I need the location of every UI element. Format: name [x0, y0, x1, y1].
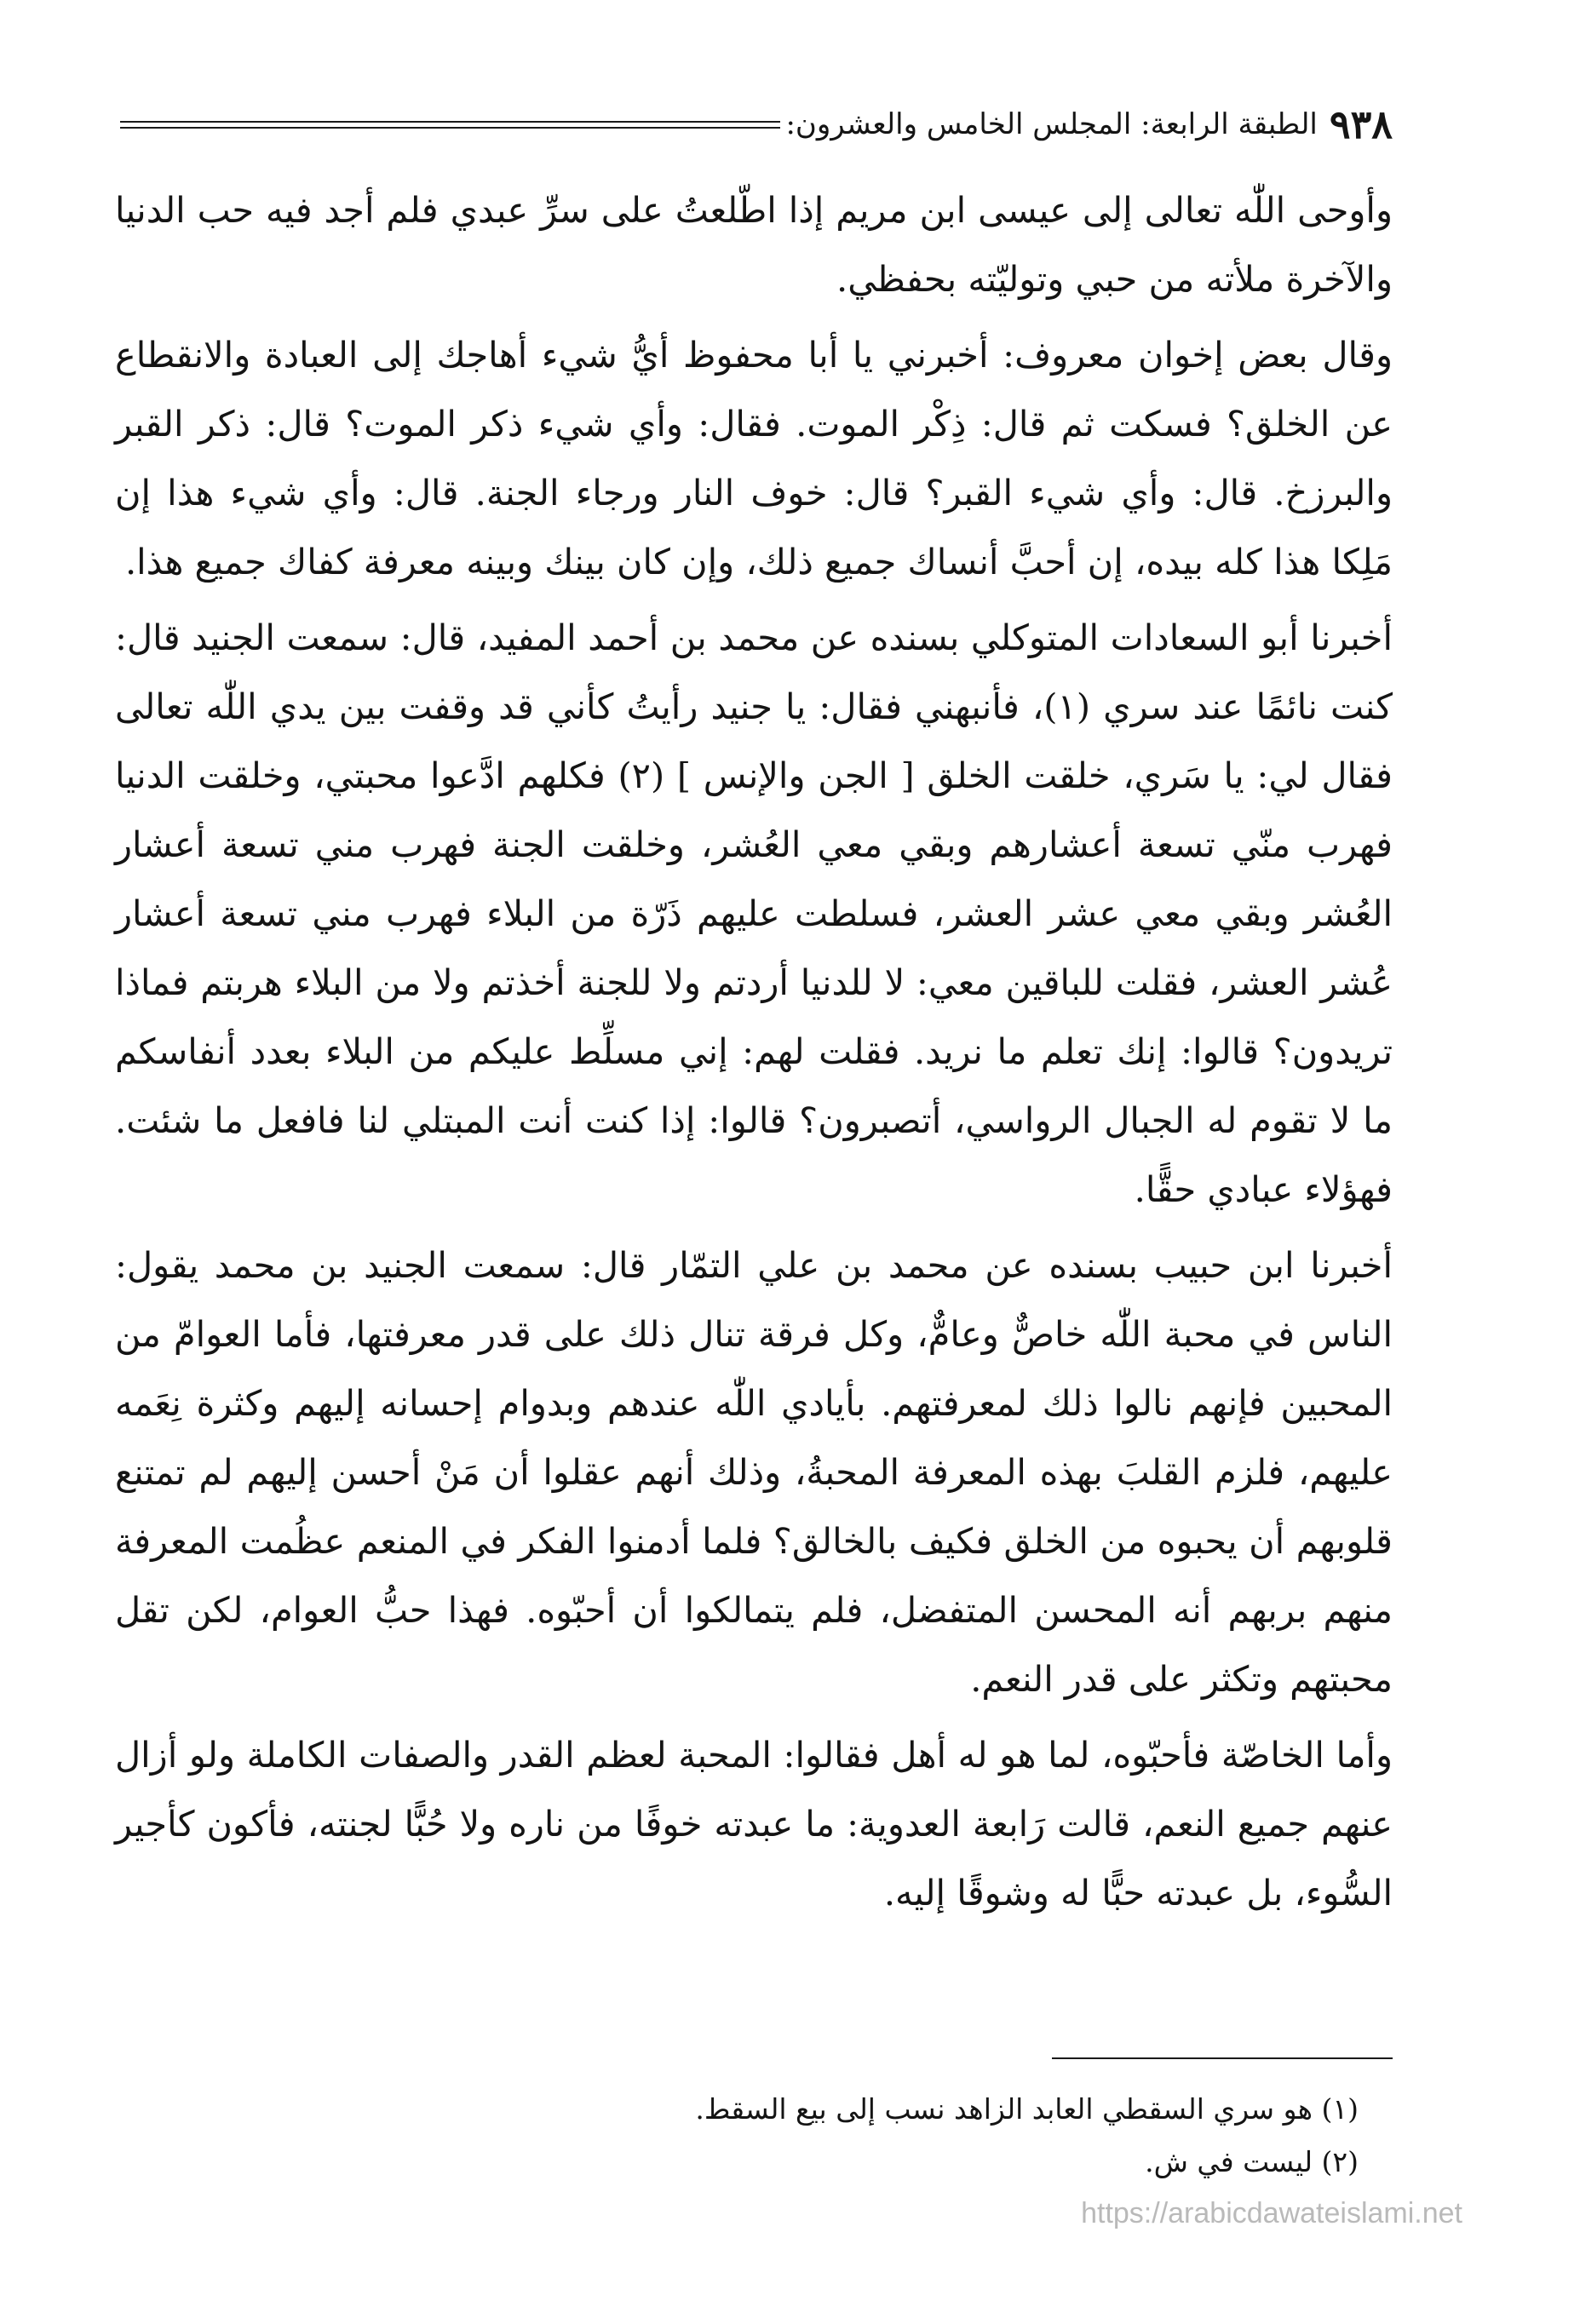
body-text — [115, 175, 1393, 1934]
watermark-url: https://arabicdawateislami.net — [1081, 2197, 1462, 2229]
paragraph: أخبرنا أبو السعادات المتوكلي بسنده عن محمد بن أحمد المفيد، قال: سمعت الجنيد قال: كنت نائمًا عند سري (١)، فأنبهني فقال: يا جنيد رأيتُ كأني قد وقفت بين يدي اللّٰه تعالى فقال لي: يا سَري، خلقت الخلق [ الجن والإنس ] (٢) فكلهم ادَّعوا محبتي، وخلقت الدنيا فهرب منّي تسعة أعشارهم وبقي معي العُشر، وخلقت الجنة فهرب مني تسعة أعشار العُشر وبقي معي عشر العشر، فسلطت عليهم ذَرّة من البلاء فهرب مني تسعة أعشار عُشر العشر، فقلت للباقين معي: لا للدنيا أردتم ولا للجنة أخذتم ولا من البلاء هربتم فماذا تريدون؟ قالوا: إنك تعلم ما نريد. فقلت لهم: إني مسلِّط عليكم من البلاء بعدد أنفاسكم ما لا تقوم له الجبال الرواسي، أتصبرون؟ قالوا: إذا كنت أنت المبتلي لنا فافعل ما شئت. فهؤلاء عبادي حقًّا. — [115, 617, 1393, 1210]
header-rule — [120, 121, 780, 129]
paragraph: أخبرنا ابن حبيب بسنده عن محمد بن علي التمّار قال: سمعت الجنيد بن محمد يقول: الناس في محبة اللّٰه خاصٌّ وعامٌّ، وكل فرقة تنال ذلك على قدر معرفتها، فأما العوامّ من المحبين فإنهم نالوا ذلك لمعرفتهم. بأيادي اللّٰه عندهم وبدوام إحسانه إليهم وكثرة نِعَمه عليهم، فلزم القلبَ بهذه المعرفة المحبةُ، وذلك أنهم عقلوا أن مَنْ أحسن إليهم لم تمتنع قلوبهم أن يحبوه من الخلق فكيف بالخالق؟ فلما أدمنوا الفكر في المنعم عظُمت المعرفة منهم بربهم أنه المحسن المتفضل، فلم يتمالكوا أن أحبّوه. فهذا حبُّ العوام، لكن تقل محبتهم وتكثر على قدر النعم. — [115, 1244, 1393, 1700]
page-header — [115, 100, 1393, 148]
running-title: الطبقة الرابعة: المجلس الخامس والعشرون: — [785, 107, 1318, 141]
footnote-separator — [1052, 2057, 1393, 2059]
paragraph: وأما الخاصّة فأحبّوه، لما هو له أهل فقالوا: المحبة لعظم القدر والصفات الكاملة ولو أزال عنهم جميع النعم، قالت رَابعة العدوية: ما عبدته خوفًا من ناره ولا حُبًّا لجنته، فأكون كأجير السُّوء، بل عبدته حبًّا له وشوقًا إليه. — [115, 1734, 1393, 1914]
page-number: ٩٣٨ — [1329, 101, 1393, 147]
footnote: (١) هو سري السقطي العابد الزاهد نسب إلى بيع السقط. — [695, 2092, 1359, 2126]
footnotes — [115, 2083, 1359, 2189]
footnote: (٢) ليست في ش. — [1145, 2145, 1359, 2178]
paragraph: وقال بعض إخوان معروف: أخبرني يا أبا محفوظ أيُّ شيء أهاجك إلى العبادة والانقطاع عن الخلق؟ فسكت ثم قال: ذِكْر الموت. فقال: وأي شيء ذكر الموت؟ قال: ذكر القبر والبرزخ. قال: وأي شيء القبر؟ قال: خوف النار ورجاء الجنة. قال: وأي شيء هذا إن مَلِكا هذا كله بيده، إن أحبَّ أنساك جميع ذلك، وإن كان بينك وبينه معرفة كفاك جميع هذا. — [115, 334, 1393, 582]
paragraph: وأوحى اللّٰه تعالى إلى عيسى ابن مريم إذا اطّلعتُ على سرِّ عبدي فلم أجد فيه حب الدنيا والآخرة ملأته من حبي وتوليّته بحفظي. — [115, 189, 1393, 300]
